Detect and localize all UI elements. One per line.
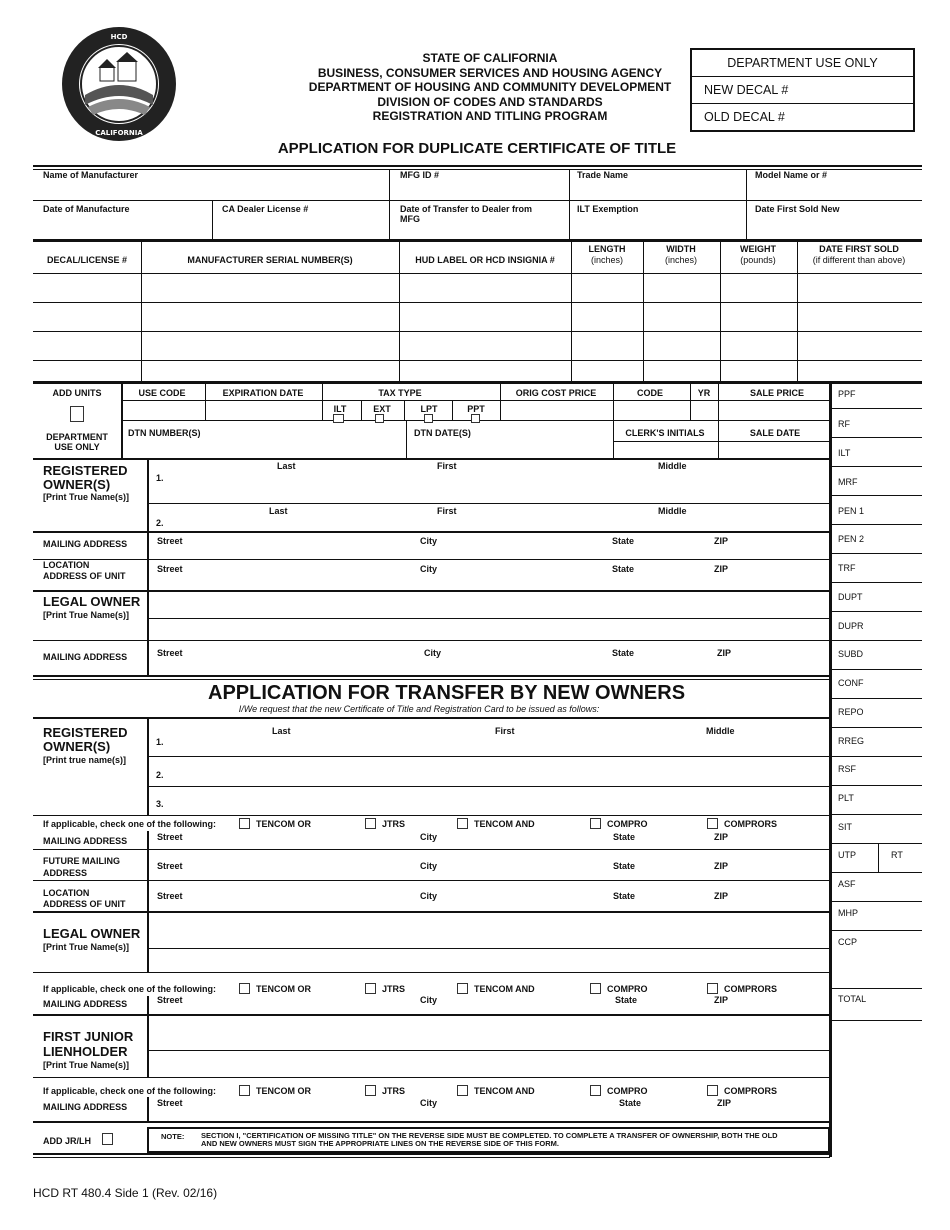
form-title: APPLICATION FOR DUPLICATE CERTIFICATE OF TITLE [277, 140, 677, 157]
divider [33, 360, 922, 361]
checkbox-ilt[interactable] [333, 414, 344, 423]
divider [500, 383, 501, 420]
divider [830, 408, 922, 409]
label-ilt-exemption: ILT Exemption [577, 204, 639, 214]
label-trade-name: Trade Name [577, 170, 629, 180]
col-dtn-dates: DTN DATE(S) [414, 428, 471, 438]
label-last: Last [269, 506, 288, 516]
fee-rreg: RREG [838, 736, 865, 746]
divider [830, 843, 922, 844]
divider [830, 437, 922, 438]
divider [121, 383, 123, 458]
fee-ppf: PPF [838, 389, 856, 399]
label-city: City [420, 995, 438, 1005]
label-compro: COMPRO [607, 984, 648, 994]
new-decal-field[interactable]: NEW DECAL # [692, 77, 913, 104]
label-city: City [424, 648, 442, 658]
label-tencom-and: TENCOM AND [474, 984, 535, 994]
col-sale-price: SALE PRICE [749, 388, 805, 398]
divider [404, 400, 405, 420]
label-jtrs: JTRS [382, 819, 406, 829]
label-first: First [437, 506, 457, 516]
label-comprors: COMPRORS [724, 1086, 778, 1096]
transfer-section-title: APPLICATION FOR TRANSFER BY NEW OWNERS [208, 682, 686, 704]
divider [33, 273, 922, 274]
divider [212, 200, 213, 240]
divider [690, 383, 691, 420]
col-ilt: ILT [333, 404, 347, 414]
label-last: Last [272, 726, 291, 736]
label-city: City [420, 891, 438, 901]
label-check-one: If applicable, check one of the following: [43, 984, 217, 994]
label-city: City [420, 861, 438, 871]
fee-ilt: ILT [838, 448, 851, 458]
divider [399, 240, 400, 382]
label-mailing-address: MAILING ADDRESS [43, 836, 128, 846]
checkbox-tencom-and[interactable] [457, 1085, 468, 1096]
label-print-true-names: [Print True Name(s)] [43, 610, 130, 620]
divider [406, 420, 407, 458]
divider [147, 1050, 830, 1051]
divider [830, 930, 922, 931]
label-tencom-and: TENCOM AND [474, 1086, 535, 1096]
old-decal-field[interactable]: OLD DECAL # [704, 110, 785, 124]
divider [830, 698, 922, 699]
label-registered-owners: REGISTERED [43, 725, 128, 740]
label-location: LOCATION [43, 560, 90, 570]
label-mailing-address: MAILING ADDRESS [43, 652, 128, 662]
fee-ccp: CCP [838, 937, 858, 947]
label-address: ADDRESS [43, 868, 88, 878]
checkbox-compro[interactable] [590, 983, 601, 994]
label-middle: Middle [658, 506, 687, 516]
checkbox-tencom-and[interactable] [457, 983, 468, 994]
fee-plt: PLT [838, 793, 854, 803]
label-mailing-address: MAILING ADDRESS [43, 999, 128, 1009]
col-ext: EXT [373, 404, 391, 414]
divider [147, 756, 830, 757]
label-street: Street [157, 1098, 183, 1108]
fee-pen-2: PEN 2 [838, 534, 865, 544]
col-sale-date: SALE DATE [749, 428, 801, 438]
dept-box-title: DEPARTMENT USE ONLY [692, 50, 913, 77]
label-first: First [437, 461, 457, 471]
label-city: City [420, 832, 438, 842]
fee-dupr: DUPR [838, 621, 864, 631]
divider [33, 1157, 830, 1158]
label-print-true-names: [Print True Name(s)] [43, 1060, 130, 1070]
divider [830, 611, 922, 612]
label-street: Street [157, 564, 183, 574]
divider [33, 239, 922, 242]
label-state: State [613, 861, 636, 871]
label-lienholder: LIENHOLDER [43, 1044, 128, 1059]
header-line: BUSINESS, CONSUMER SERVICES AND HOUSING AGENCY [317, 65, 663, 80]
checkbox-compro[interactable] [590, 818, 601, 829]
label-legal-owner: LEGAL OWNER [43, 594, 141, 609]
divider [33, 331, 922, 332]
fee-rsf: RSF [838, 764, 856, 774]
divider [147, 458, 149, 675]
checkbox-lpt[interactable] [424, 414, 433, 423]
col-weight: WEIGHT [740, 244, 776, 254]
label-tencom-or: TENCOM OR [256, 1086, 311, 1096]
divider [389, 169, 390, 240]
label-address-of-unit: ADDRESS OF UNIT [43, 899, 126, 909]
divider [720, 240, 721, 382]
checkbox-comprors[interactable] [707, 983, 718, 994]
label-name-of-manufacturer: Name of Manufacturer [43, 170, 139, 180]
label-first: First [495, 726, 515, 736]
divider [147, 718, 149, 815]
divider [830, 524, 922, 525]
label-zip: ZIP [717, 648, 732, 658]
divider [141, 240, 142, 382]
divider [33, 675, 830, 677]
label-zip: ZIP [714, 832, 729, 842]
divider [571, 240, 572, 382]
label-use-only: USE ONLY [54, 442, 100, 452]
label-print-true-names: [Print True Name(s)] [43, 942, 130, 952]
divider [830, 756, 922, 757]
label-owner-2: 2. [156, 518, 164, 528]
fee-repo: REPO [838, 707, 864, 717]
divider [830, 466, 922, 467]
label-state: State [612, 536, 635, 546]
label-date-first-sold-new: Date First Sold New [755, 204, 840, 214]
label-owner-2: 2. [156, 770, 164, 780]
fee-mhp: MHP [838, 908, 858, 918]
divider [33, 381, 922, 384]
divider [830, 814, 922, 815]
header-line: DIVISION OF CODES AND STANDARDS [377, 94, 603, 109]
divider [33, 200, 922, 201]
label-street: Street [157, 648, 183, 658]
header-line: DEPARTMENT OF HOUSING AND COMMUNITY DEVELOPMENT [308, 80, 672, 94]
fee-pen-1: PEN 1 [838, 506, 865, 516]
col-date-first-sold: DATE FIRST SOLD [819, 244, 899, 254]
checkbox-jtrs[interactable] [365, 983, 376, 994]
divider [121, 400, 830, 401]
divider [830, 553, 922, 554]
label-mailing-address: MAILING ADDRESS [43, 1102, 128, 1112]
divider [830, 582, 922, 583]
label-print-true-names: [Print true name(s)] [43, 755, 127, 765]
divider [147, 1097, 149, 1122]
label-jtrs: JTRS [382, 1086, 406, 1096]
divider [33, 911, 830, 913]
divider [33, 302, 922, 303]
divider [452, 400, 453, 420]
col-dtn-numbers: DTN NUMBER(S) [128, 428, 201, 438]
fee-subd: SUBD [838, 649, 864, 659]
label-owner-3: 3. [156, 799, 164, 809]
label-check-one: If applicable, check one of the following: [43, 1086, 217, 1096]
divider [33, 815, 830, 816]
col-yr: YR [697, 388, 711, 398]
label-zip: ZIP [717, 1098, 732, 1108]
divider [147, 503, 830, 504]
divider [33, 849, 830, 850]
divider [746, 169, 747, 240]
divider [33, 1121, 830, 1123]
checkbox-comprors[interactable] [707, 1085, 718, 1096]
label-street: Street [157, 891, 183, 901]
label-middle: Middle [658, 461, 687, 471]
divider [33, 559, 830, 560]
checkbox-compro[interactable] [590, 1085, 601, 1096]
col-length: LENGTH [588, 244, 626, 254]
col-serial: MANUFACTURER SERIAL NUMBER(S) [187, 255, 353, 265]
fee-dupt: DUPT [838, 592, 863, 602]
divider [33, 640, 830, 641]
col-orig-cost-price: ORIG COST PRICE [515, 388, 597, 398]
label-zip: ZIP [714, 564, 729, 574]
divider [205, 383, 206, 420]
label-compro: COMPRO [607, 1086, 648, 1096]
label-zip: ZIP [714, 861, 729, 871]
col-width: (inches) [664, 255, 698, 265]
label-first-junior: FIRST JUNIOR [43, 1029, 134, 1044]
col-decal: DECAL/LICENSE # [46, 255, 128, 265]
fee-conf: CONF [838, 678, 864, 688]
svg-text:HCD: HCD [110, 33, 128, 41]
divider [33, 1077, 830, 1078]
checkbox-tencom-or[interactable] [239, 1085, 250, 1096]
divider [830, 727, 922, 728]
fee-rt: RT [891, 850, 903, 860]
divider [643, 240, 644, 382]
department-use-box [690, 48, 915, 132]
checkbox-tencom-and[interactable] [457, 818, 468, 829]
label-add-units: ADD UNITS [52, 388, 102, 398]
note-label: NOTE: [161, 1132, 185, 1141]
label-street: Street [157, 536, 183, 546]
divider [33, 458, 830, 460]
label-address-of-unit: ADDRESS OF UNIT [43, 571, 126, 581]
checkbox-ppt[interactable] [471, 414, 480, 423]
label-last: Last [277, 461, 296, 471]
label-zip: ZIP [714, 995, 729, 1005]
divider [718, 383, 719, 458]
divider [33, 679, 830, 680]
col-weight: (pounds) [740, 255, 776, 265]
label-mailing-address: MAILING ADDRESS [43, 539, 128, 549]
divider [829, 383, 832, 1157]
label-check-one: If applicable, check one of the following: [43, 819, 217, 829]
divider [33, 531, 830, 533]
divider [830, 640, 922, 641]
col-tax-type: TAX TYPE [378, 388, 422, 398]
divider [830, 901, 922, 902]
form-number-footer: HCD RT 480.4 Side 1 (Rev. 02/16) [33, 1186, 218, 1200]
col-ppt: PPT [467, 404, 485, 414]
divider [147, 786, 830, 787]
label-state: State [619, 1098, 642, 1108]
divider [147, 948, 830, 949]
col-code: CODE [636, 388, 664, 398]
divider [33, 972, 830, 973]
divider [322, 383, 323, 420]
divider [830, 872, 922, 873]
divider [33, 590, 830, 592]
label-date-of-manufacture: Date of Manufacture [43, 204, 130, 214]
label-registered-owners: REGISTERED [43, 463, 128, 478]
checkbox-jtrs[interactable] [365, 818, 376, 829]
label-department: DEPARTMENT [46, 432, 108, 442]
hcd-seal-logo [60, 25, 178, 143]
transfer-subtitle: I/We request that the new Certificate of Title and Registration Card to be issued as follows: [238, 704, 600, 714]
label-ca-dealer-license: CA Dealer License # [222, 204, 309, 214]
header-line: REGISTRATION AND TITLING PROGRAM [372, 109, 608, 123]
divider [830, 988, 922, 989]
fee-sit: SIT [838, 822, 853, 832]
label-legal-owner: LEGAL OWNER [43, 926, 141, 941]
fee-total: TOTAL [838, 994, 867, 1004]
divider [830, 495, 922, 496]
label-city: City [420, 536, 438, 546]
col-width: WIDTH [666, 244, 696, 254]
col-length: (inches) [590, 255, 624, 265]
label-zip: ZIP [714, 536, 729, 546]
checkbox-ext[interactable] [375, 414, 384, 423]
label-street: Street [157, 995, 183, 1005]
fee-rf: RF [838, 419, 850, 429]
label-owner-1: 1. [156, 737, 164, 747]
divider [361, 400, 362, 420]
divider [147, 831, 149, 972]
divider [33, 717, 830, 719]
divider [147, 996, 149, 1077]
label-zip: ZIP [714, 891, 729, 901]
label-location: LOCATION [43, 888, 90, 898]
label-middle: Middle [706, 726, 735, 736]
label-state: State [613, 891, 636, 901]
divider [33, 1014, 830, 1016]
checkbox-tencom-or[interactable] [239, 818, 250, 829]
label-model-name: Model Name or # [755, 170, 828, 180]
divider [147, 618, 830, 619]
label-state: State [612, 564, 635, 574]
label-comprors: COMPRORS [724, 984, 778, 994]
label-state: State [613, 832, 636, 842]
fee-trf: TRF [838, 563, 856, 573]
agency-header [309, 51, 671, 124]
label-date-of-transfer: Date of Transfer to Dealer from [400, 204, 533, 214]
label-owner-1: 1. [156, 473, 164, 483]
label-state: State [612, 648, 635, 658]
label-date-of-transfer: MFG [400, 214, 420, 224]
label-state: State [615, 995, 638, 1005]
label-add-jrlh: ADD JR/LH [43, 1136, 92, 1146]
label-tencom-and: TENCOM AND [474, 819, 535, 829]
divider [33, 165, 922, 167]
label-mfg-id: MFG ID # [400, 170, 440, 180]
note-box [147, 1127, 830, 1153]
label-comprors: COMPRORS [724, 819, 778, 829]
col-use-code: USE CODE [138, 388, 186, 398]
label-street: Street [157, 861, 183, 871]
fee-mrf: MRF [838, 477, 858, 487]
divider [33, 880, 830, 881]
note-text: SECTION I, "CERTIFICATION OF MISSING TITLE" ON THE REVERSE SIDE MUST BE COMPLETED. TO COMPLETE A TRANSFER OF OWNERSHIP, BOTH THE OLD [201, 1131, 778, 1140]
fee-asf: ASF [838, 879, 856, 889]
divider [613, 441, 830, 442]
checkbox-tencom-or[interactable] [239, 983, 250, 994]
label-compro: COMPRO [607, 819, 648, 829]
fee-utp: UTP [838, 850, 856, 860]
checkbox-add-jrlh[interactable] [102, 1133, 113, 1145]
checkbox-jtrs[interactable] [365, 1085, 376, 1096]
label-city: City [420, 564, 438, 574]
divider [830, 785, 922, 786]
label-jtrs: JTRS [382, 984, 406, 994]
col-clerks-initials: CLERK'S INITIALS [625, 428, 705, 438]
label-tencom-or: TENCOM OR [256, 819, 311, 829]
checkbox-add-units[interactable] [70, 406, 84, 422]
header-line: STATE OF CALIFORNIA [422, 51, 558, 65]
label-future-mailing: FUTURE MAILING [43, 856, 120, 866]
svg-text:CALIFORNIA: CALIFORNIA [95, 129, 143, 137]
checkbox-comprors[interactable] [707, 818, 718, 829]
divider [830, 1020, 922, 1021]
label-registered-owners: OWNER(S) [43, 739, 111, 754]
label-city: City [420, 1098, 438, 1108]
divider [878, 843, 879, 872]
divider [830, 669, 922, 670]
col-expiration-date: EXPIRATION DATE [222, 388, 304, 398]
label-registered-owners: OWNER(S) [43, 477, 111, 492]
col-date-first-sold: (if different than above) [812, 255, 906, 265]
label-print-true-names: [Print True Name(s)] [43, 492, 130, 502]
divider [569, 169, 570, 240]
divider [33, 1153, 830, 1155]
col-hud: HUD LABEL OR HCD INSIGNIA # [415, 255, 555, 265]
note-text: AND NEW OWNERS MUST SIGN THE APPROPRIATE LINES ON THE REVERSE SIDE OF THIS FORM. [201, 1139, 559, 1148]
divider [797, 240, 798, 382]
label-street: Street [157, 832, 183, 842]
divider [613, 383, 614, 458]
col-lpt: LPT [420, 404, 438, 414]
label-tencom-or: TENCOM OR [256, 984, 311, 994]
